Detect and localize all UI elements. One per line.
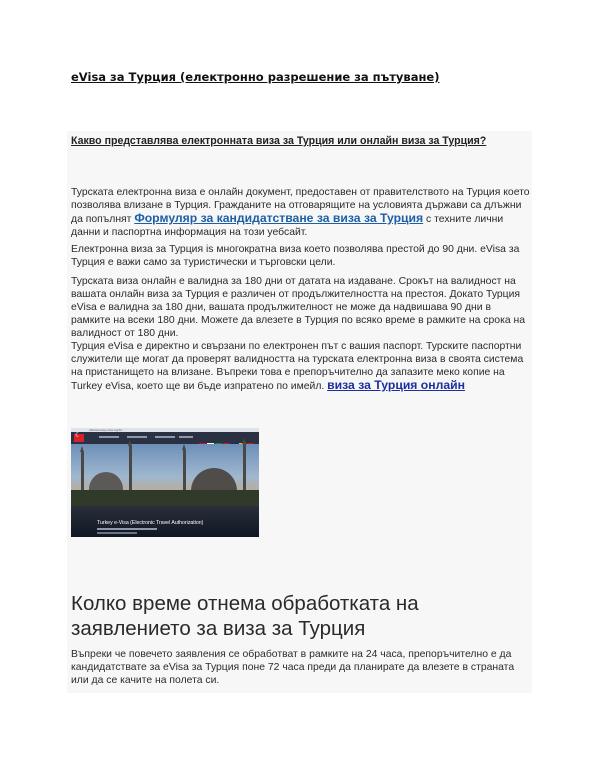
nav-item-placeholder: [127, 436, 147, 438]
page-title: eVisa за Турция (електронно разрешение за пътуване): [71, 70, 440, 84]
paragraph-validity: Турската виза онлайн е валидна за 180 дни от датата на издаване. Срокът на валидност на вашата онлайн виза за Турция е различен от продължителността на престоя. Докато Турция eVisa е валидна за 180 дни, вашата продължителност не може да надвишава 90 дни в рамките на всеки 180 дни. Можете да влезете в Турция по всяко време в рамките на срока на валидност от 180 дни.: [71, 276, 526, 339]
paragraph-passport-link: [71, 340, 531, 393]
minaret-shape: [129, 446, 132, 492]
minaret-shape: [243, 444, 246, 492]
nav-item-placeholder: [99, 436, 119, 438]
nav-item-placeholder: [179, 436, 193, 438]
paragraph-processing-time: Въпреки че повечето заявления се обработват в рамките на 24 часа, препоръчително е да кандидатствате за eVisa за Турция поне 72 часа преди да планирате да влезете в страната или да се качите на полета си.: [71, 649, 515, 686]
minaret-shape: [81, 452, 84, 492]
paragraph-multiple-entry: Електронна виза за Турция is многократна виза което позволява престой до 90 дни. eVisa за Турция е важи само за туристически и търговски цели.: [71, 244, 520, 268]
section-question-heading: Какво представлява електронната виза за Турция или онлайн виза за Турция?: [71, 135, 487, 147]
nav-item-placeholder: [155, 436, 175, 438]
paragraph-passport-text: Турция eVisa е директно и свързани по електронен път с вашия паспорт. Турските паспортни служители ще могат да проверят валидността на турската електронна виза в своята система на пристанището на влизане. Въпреки това е препоръчително да запазите меко копие на Turkey eVisa, което ще ви бъде изпратено по имейл.: [71, 341, 524, 392]
image-caption: Turkey e-Visa (Electronic Travel Authorization): [97, 520, 204, 526]
paragraph-intro: [71, 186, 531, 239]
turkey-visa-online-link[interactable]: виза за Турция онлайн: [327, 378, 465, 392]
paragraph-intro-tail: с техните лични данни и паспортна информация на този уебсайт.: [71, 214, 504, 238]
caption-subline: [97, 528, 157, 530]
application-form-link[interactable]: Формуляр за кандидатстване за виза за Турция: [134, 211, 424, 225]
paragraph-intro-text: Турската електронна виза е онлайн документ, предоставен от правителството на Турция което позволява влизане в Турция. Гражданите на отговарящите на условията държави са длъжни да попълнят: [71, 187, 530, 225]
caption-subline: [97, 532, 137, 534]
processing-time-heading: Колко време отнема обработката на заявлението за виза за Турция: [71, 592, 419, 640]
turkey-flag-icon: [74, 434, 84, 442]
browser-url-text: official-turkey-visa.org/bn: [89, 428, 123, 432]
website-screenshot-image: [71, 428, 259, 537]
minaret-shape: [183, 450, 186, 492]
